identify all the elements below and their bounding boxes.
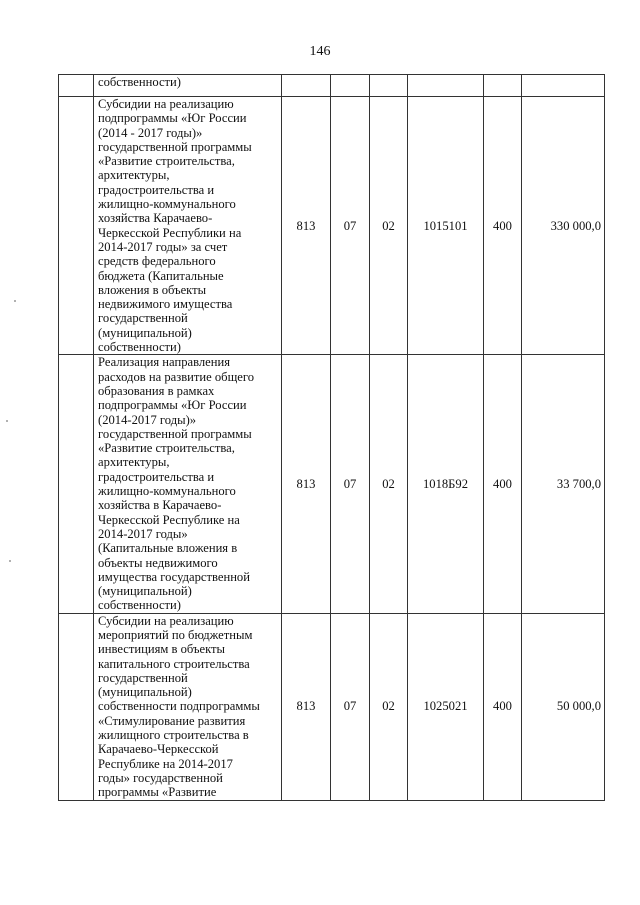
admin-code-cell — [282, 75, 331, 97]
target-article-cell: 1018Б92 — [408, 355, 484, 613]
section-cell: 07 — [331, 613, 370, 800]
amount-cell: 50 000,0 — [522, 613, 605, 800]
expense-name-cell: Субсидии на реализацию мероприятий по бюджетным инвестициям в объекты капитального строительства государственной (муниципальной) собственности подпрограммы «Стимулирование развития жилищного строительства в Карачаево-Черкесской Республике на 2014-2017 годы» государственной программы «Развитие — [94, 613, 282, 800]
subsection-cell: 02 — [370, 97, 408, 355]
row-number-cell — [59, 355, 94, 613]
budget-table — [58, 74, 605, 801]
row-number-cell — [59, 75, 94, 97]
section-cell: 07 — [331, 97, 370, 355]
expense-type-cell — [484, 75, 522, 97]
scan-artifact — [14, 300, 16, 302]
subsection-cell: 02 — [370, 613, 408, 800]
table-row — [59, 613, 605, 800]
admin-code-cell: 813 — [282, 97, 331, 355]
expense-type-cell: 400 — [484, 97, 522, 355]
section-cell: 07 — [331, 355, 370, 613]
expense-type-cell: 400 — [484, 355, 522, 613]
expense-name-cell: Реализация направления расходов на развитие общего образования в рамках подпрограммы «Юг России (2014-2017 годы)» государственной программы «Развитие строительства, архитектуры, градостроительства и жилищно-коммунального хозяйства в Карачаево- Черкесской Республике на 2014-2017 годы» (Капитальные вложения в объекты недвижимого имущества государственной (муниципальной) собственности) — [94, 355, 282, 613]
table-row — [59, 355, 605, 613]
amount-cell: 330 000,0 — [522, 97, 605, 355]
target-article-cell: 1015101 — [408, 97, 484, 355]
table-row — [59, 75, 605, 97]
amount-cell: 33 700,0 — [522, 355, 605, 613]
expense-type-cell: 400 — [484, 613, 522, 800]
expense-name-cell: Субсидии на реализацию подпрограммы «Юг России (2014 - 2017 годы)» государственной программы «Развитие строительства, архитектуры, градостроительства и жилищно-коммунального хозяйства Карачаево- Черкесской Республики на 2014-2017 годы» за счет средств федерального бюджета (Капитальные вложения в объекты недвижимого имущества государственной (муниципальной) собственности) — [94, 97, 282, 355]
admin-code-cell: 813 — [282, 355, 331, 613]
expense-name-cell: собственности) — [94, 75, 282, 97]
scan-artifact — [9, 560, 11, 562]
table-row — [59, 97, 605, 355]
target-article-cell — [408, 75, 484, 97]
scan-artifact — [6, 420, 8, 422]
page-number: 146 — [309, 44, 331, 59]
row-number-cell — [59, 97, 94, 355]
amount-cell — [522, 75, 605, 97]
subsection-cell — [370, 75, 408, 97]
row-number-cell — [59, 613, 94, 800]
admin-code-cell: 813 — [282, 613, 331, 800]
target-article-cell: 1025021 — [408, 613, 484, 800]
section-cell — [331, 75, 370, 97]
subsection-cell: 02 — [370, 355, 408, 613]
